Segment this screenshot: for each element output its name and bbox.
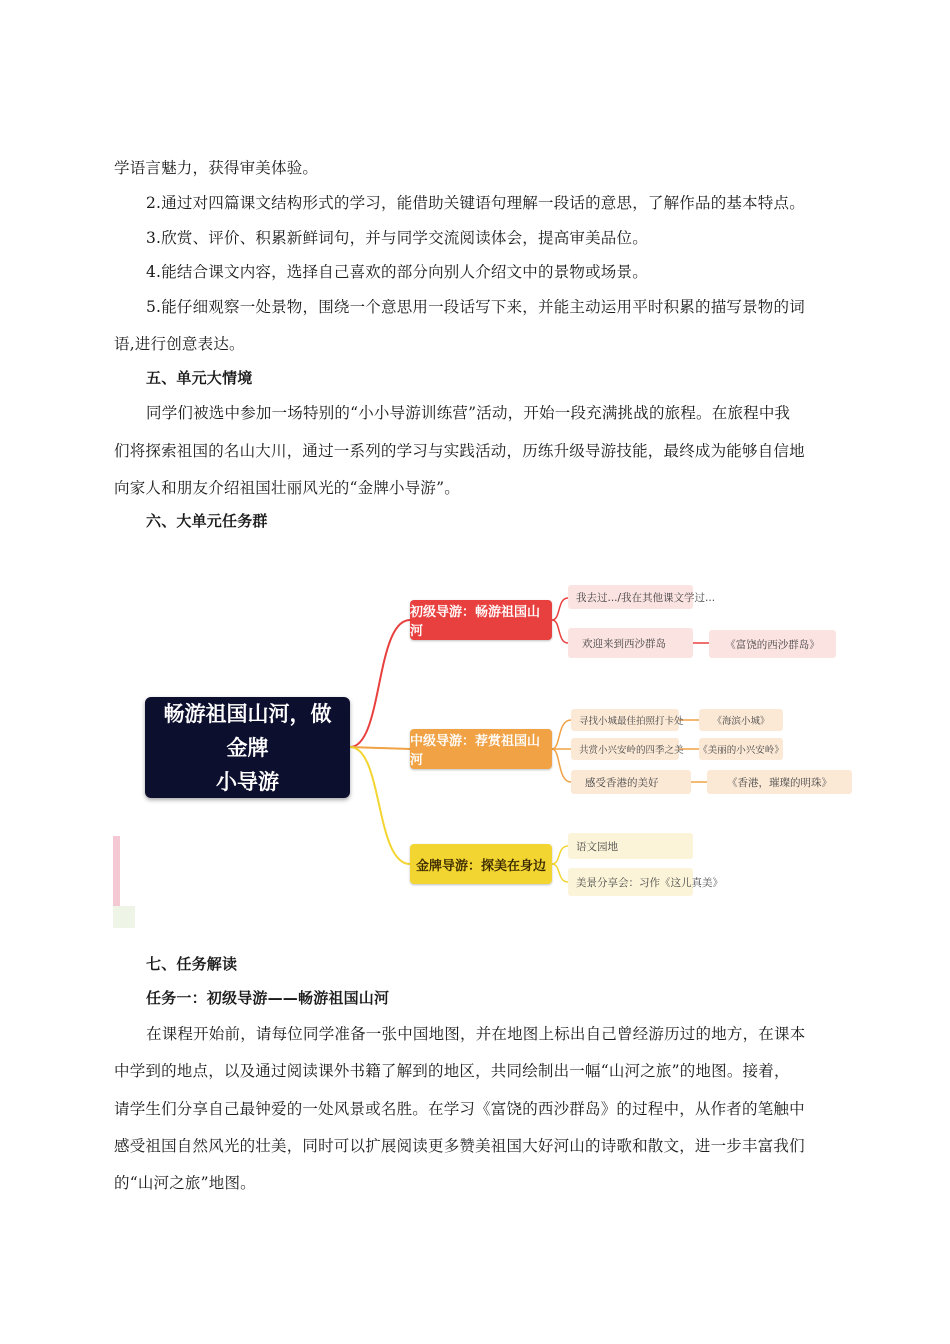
scenario-line-3: 向家人和朋友介绍祖国壮丽风光的“金牌小导游”。: [114, 479, 460, 497]
section-heading-7: 七、任务解读: [146, 955, 238, 973]
connector-root-red: [350, 620, 410, 747]
leaf-xinganling-seasons: 共赏小兴安岭的四季之美: [571, 738, 679, 760]
connector-root-orange: [350, 747, 410, 749]
leaf-visited-places: 我去过.../我在其他课文学过...: [568, 585, 693, 609]
leaf-welcome-xisha: 欢迎来到西沙群岛: [568, 628, 693, 658]
task-1-line-4: 感受祖国自然风光的壮美，同时可以扩展阅读更多赞美祖国大好河山的诗歌和散文，进一步丰富我们: [114, 1137, 805, 1155]
task-1-line-2: 中学到的地点，以及通过阅读课外书籍了解到的地区，共同绘制出一幅“山河之旅”的地图。接着，: [114, 1062, 790, 1080]
task-1-line-1: 在课程开始前，请每位同学准备一张中国地图，并在地图上标出自己曾经游历过的地方，在课本: [146, 1025, 806, 1043]
objective-text-continued: 学语言魅力，获得审美体验。: [114, 159, 319, 177]
scenario-line-2: 们将探索祖国的名山大川，通过一系列的学习与实践活动，历练升级导游技能，最终成为能够自信地: [114, 442, 805, 460]
leaf-chinese-garden: 语文园地: [568, 833, 693, 859]
connector-root-yellow: [350, 747, 410, 864]
branch-gold-guide: 金牌导游：探美在身边: [410, 844, 552, 884]
objective-5-line-2: 语,进行创意表达。: [114, 335, 245, 353]
book-hongkong: 《香港，璀璨的明珠》: [707, 770, 852, 794]
connector-red-leaf-2: [552, 620, 568, 643]
section-heading-5: 五、单元大情境: [146, 369, 253, 387]
book-seaside-town: 《海滨小城》: [699, 709, 783, 731]
connector-orange-leaf-1: [552, 720, 571, 749]
leaf-hongkong: 感受香港的美好: [571, 770, 691, 794]
book-xisha: 《富饶的西沙群岛》: [709, 630, 836, 658]
decor-corner-flower: [113, 906, 135, 928]
leaf-sharing-session: 美景分享会：习作《这儿真美》: [568, 868, 693, 896]
section-heading-6: 六、大单元任务群: [146, 512, 268, 530]
connector-orange-leaf-3: [552, 749, 571, 782]
root-line-2: 小导游: [216, 769, 279, 794]
branch-intermediate-guide: 中级导游：荐赏祖国山河: [410, 729, 552, 769]
branch-beginner-guide: 初级导游：畅游祖国山河: [410, 600, 552, 640]
scenario-line-1: 同学们被选中参加一场特别的“小小导游训练营”活动，开始一段充满挑战的旅程。在旅程中我: [146, 404, 791, 422]
task-1-heading: 任务一：初级导游——畅游祖国山河: [146, 989, 390, 1007]
objective-4: 4.能结合课文内容，选择自己喜欢的部分向别人介绍文中的景物或场景。: [146, 263, 648, 281]
objective-3: 3.欣赏、评价、积累新鲜词句，并与同学交流阅读体会，提高审美品位。: [146, 229, 648, 247]
decor-pink-strip: [113, 836, 120, 906]
task-1-line-5: 的“山河之旅”地图。: [114, 1174, 256, 1192]
connector-yellow-leaf-1: [552, 846, 568, 864]
objective-2: 2.通过对四篇课文结构形式的学习，能借助关键语句理解一段话的意思，了解作品的基本特点。: [146, 194, 805, 212]
connector-yellow-leaf-2: [552, 864, 568, 882]
leaf-photo-spot: 寻找小城最佳拍照打卡处: [571, 709, 679, 731]
connector-red-leaf-1: [552, 598, 568, 620]
objective-5-line-1: 5.能仔细观察一处景物，围绕一个意思用一段话写下来，并能主动运用平时积累的描写景物的词: [146, 298, 805, 316]
mindmap-root-node: [145, 697, 350, 798]
root-line-1: 畅游祖国山河，做金牌: [163, 701, 332, 760]
task-1-line-3: 请学生们分享自己最钟爱的一处风景或名胜。在学习《富饶的西沙群岛》的过程中，从作者的笔触中: [114, 1100, 805, 1118]
task-mindmap: [113, 548, 861, 928]
book-xinganling: 《美丽的小兴安岭》: [699, 738, 783, 760]
